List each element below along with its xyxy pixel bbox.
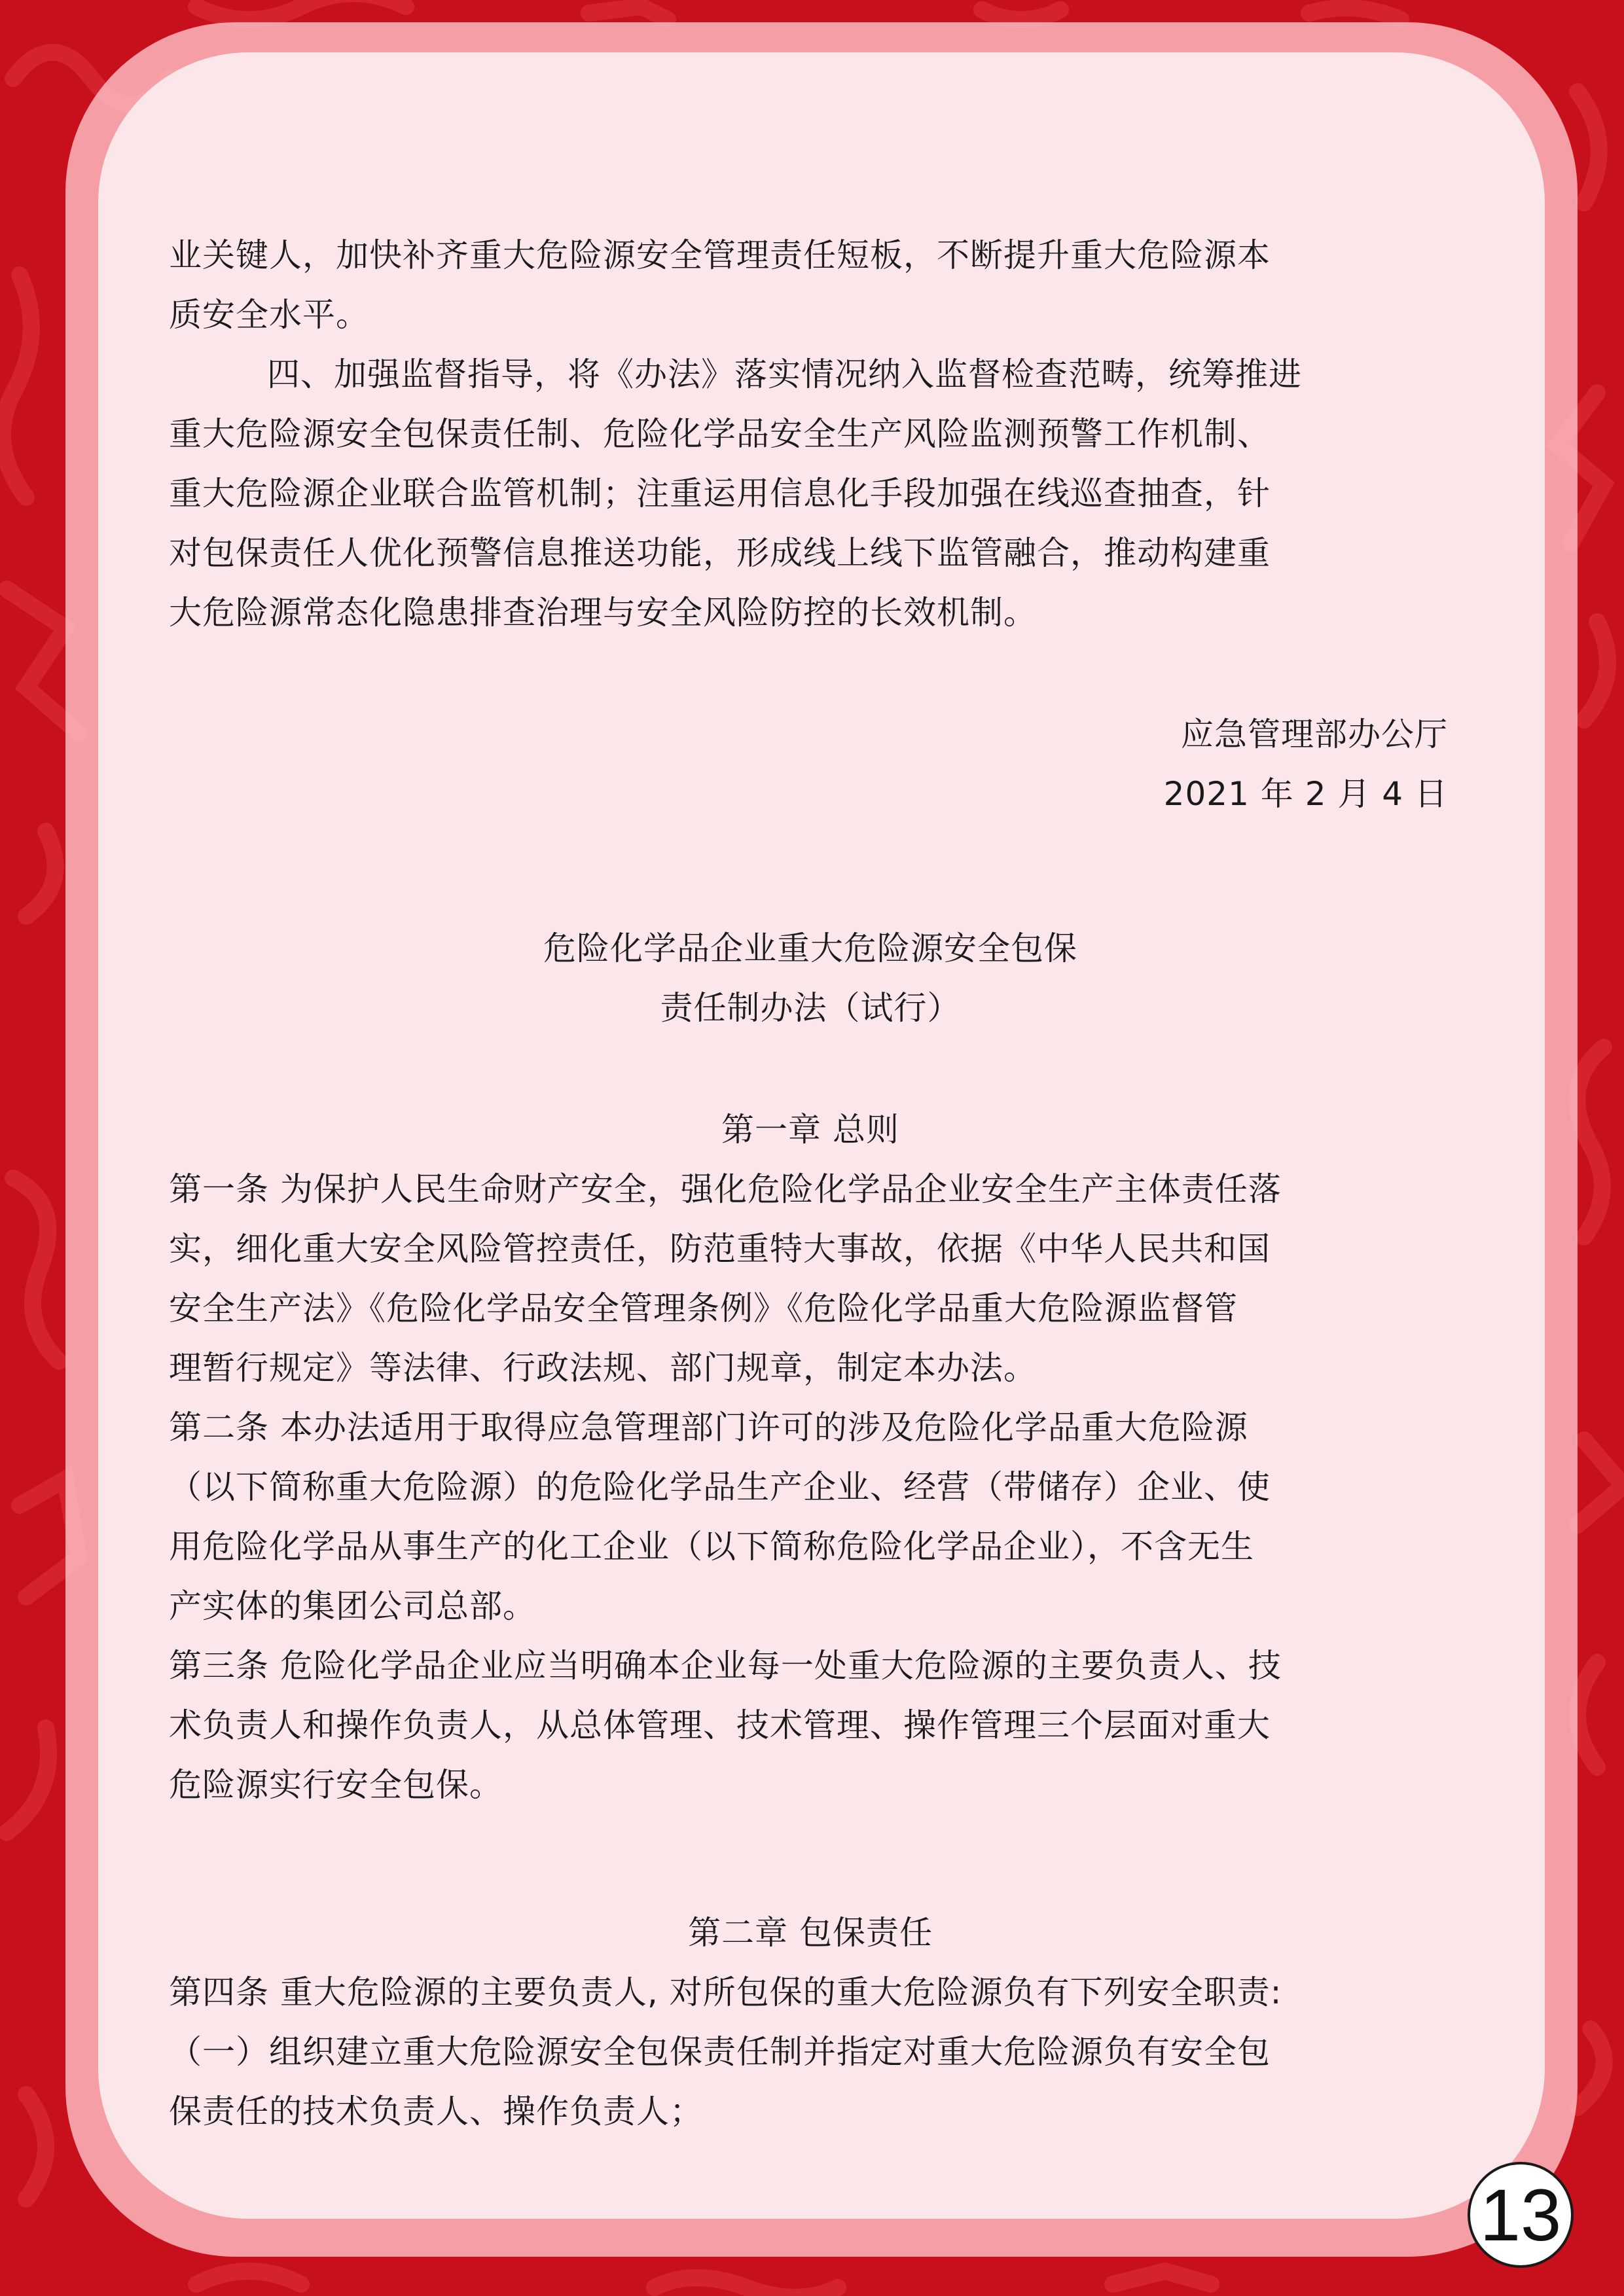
text-line: 业关键人，加快补齐重大危险源安全管理责任短板，不断提升重大危险源本 <box>169 236 1271 274</box>
spacer <box>169 1038 1452 1100</box>
text-line: 危险源实行安全包保。 <box>169 1766 503 1804</box>
page-number-badge: 13 <box>1468 2162 1574 2268</box>
chapter-2-heading: 第二章 包保责任 <box>688 1914 933 1952</box>
document-content <box>169 226 1452 2142</box>
document-title-line-2: 责任制办法（试行） <box>660 989 961 1027</box>
text-line: （一）组织建立重大危险源安全包保责任制并指定对重大危险源负有安全包 <box>169 2033 1271 2071</box>
chapter-1-heading: 第一章 总则 <box>721 1111 899 1149</box>
text-line: 第三条 危险化学品企业应当明确本企业每一处重大危险源的主要负责人、技 <box>169 1647 1282 1685</box>
text-line: 术负责人和操作负责人，从总体管理、技术管理、操作管理三个层面对重大 <box>169 1706 1271 1744</box>
text-line: 对包保责任人优化预警信息推送功能，形成线上线下监管融合，推动构建重 <box>169 534 1271 572</box>
spacer <box>169 824 1452 919</box>
text-line: 重大危险源安全包保责任制、危险化学品安全生产风险监测预警工作机制、 <box>169 415 1271 453</box>
text-line: 实，细化重大安全风险管控责任，防范重特大事故，依据《中华人民共和国 <box>169 1230 1271 1268</box>
document-title-line-1: 危险化学品企业重大危险源安全包保 <box>543 929 1077 967</box>
spacer <box>169 1815 1452 1903</box>
text-line: 第四条 重大危险源的主要负责人, 对所包保的重大危险源负有下列安全职责: <box>169 1973 1282 2011</box>
text-line: 质安全水平。 <box>169 296 369 334</box>
text-line: 第一条 为保护人民生命财产安全，强化危险化学品企业安全生产主体责任落 <box>169 1170 1282 1208</box>
text-line: 安全生产法》《危险化学品安全管理条例》《危险化学品重大危险源监督管 <box>169 1289 1238 1327</box>
text-line: 保责任的技术负责人、操作负责人； <box>169 2092 703 2130</box>
text-line: 用危险化学品从事生产的化工企业（以下简称危险化学品企业），不含无生 <box>169 1528 1254 1566</box>
text-line: 重大危险源企业联合监管机制；注重运用信息化手段加强在线巡查抽查，针 <box>169 475 1271 512</box>
text-line: 产实体的集团公司总部。 <box>169 1587 536 1625</box>
text-line: 理暂行规定》等法律、行政法规、部门规章，制定本办法。 <box>169 1349 1037 1387</box>
text-line: （以下简称重大危险源）的危险化学品生产企业、经营（带储存）企业、使 <box>169 1468 1271 1506</box>
text-line: 四、加强监督指导，将《办法》落实情况纳入监督检查范畴，统筹推进 <box>267 355 1302 393</box>
signature-date: 2021 年 2 月 4 日 <box>1163 775 1448 813</box>
text-line: 第二条 本办法适用于取得应急管理部门许可的涉及危险化学品重大危险源 <box>169 1408 1248 1446</box>
spacer <box>169 643 1452 705</box>
signature-issuer: 应急管理部办公厅 <box>1181 715 1448 753</box>
text-line: 大危险源常态化隐患排查治理与安全风险防控的长效机制。 <box>169 594 1037 632</box>
